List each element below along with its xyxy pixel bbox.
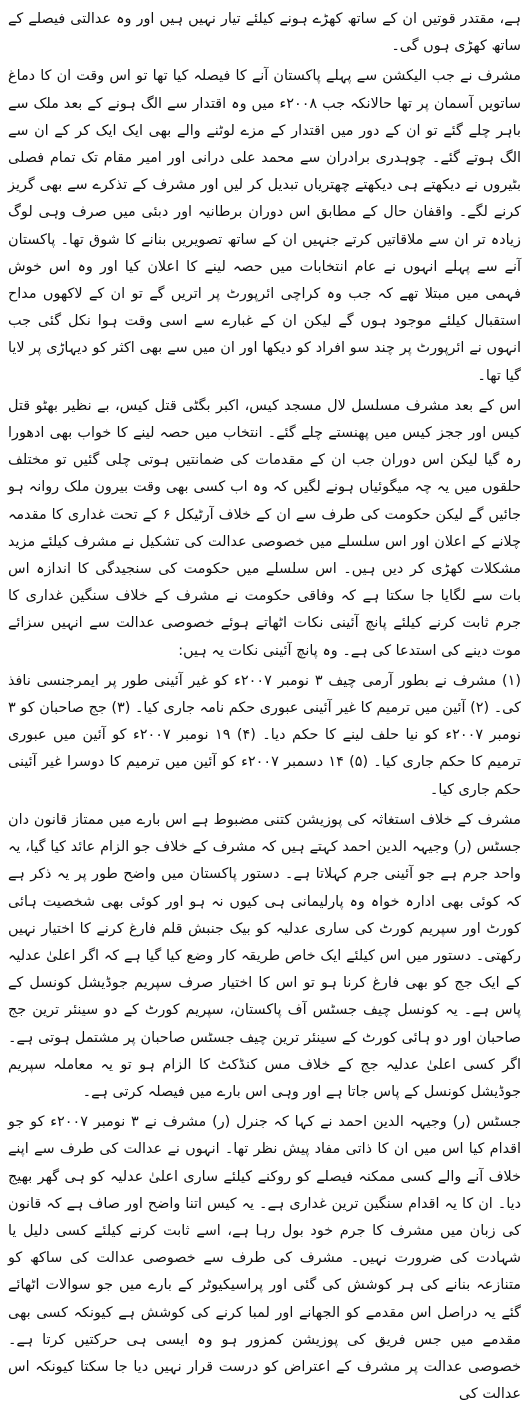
article-paragraph-5: مشرف کے خلاف استغاثہ کی پوزیشن کتنی مضبوط ہے اس بارے میں ممتاز قانون دان جسٹس (ر) وجیہہ الدین احمد کہتے ہیں کہ مشرف کے خلاف جو الزام عائد کیا گیا، یہ واحد جرم ہے جو آئینی جرم کہلاتا ہے۔ دستور پاکستان میں واضح طور پر یہ ذکر ہے کہ کوئی بھی ادارہ خواہ وہ پارلیمانی ہی کیوں نہ ہو اور کوئی بھی شخصیت ہائی کورٹ اور سپریم کورٹ کی ساری عدلیہ کو بیک جنبش قلم فارغ کرنے کا اختیار نہیں رکھتی۔ دستور میں اس کیلئے ایک خاص طریقہ کار وضع کیا گیا ہے کہ اگر اعلیٰ عدلیہ کے ایک جج کو بھی فارغ کرنا ہو تو اس کا اختیار صرف سپریم جوڈیشل کونسل کے پاس ہے۔ یہ کونسل چیف جسٹس آف پاکستان، سپریم کورٹ کے دو سینئر ترین جج صاحبان اور دو ہائی کورٹ کے سینئر ترین چیف جسٹس صاحبان پر مشتمل ہوتی ہے۔ اگر کسی اعلیٰ عدلیہ جج کے خلاف مس کنڈکٹ کا الزام ہو تو یہ معاملہ سپریم جوڈیشل کونسل کے پاس جاتا ہے اور وہی اس بارے میں فیصلہ کرتی ہے۔ bbox=[8, 811, 521, 1100]
article-paragraph-1: ہے، مقتدر قوتیں ان کے ساتھ کھڑے ہونے کیلئے تیار نہیں ہیں اور وہ عدالتی فیصلے کے ساتھ کھڑی ہوں گی۔ bbox=[8, 11, 521, 55]
article-paragraph-2: مشرف نے جب الیکشن سے پہلے پاکستان آنے کا فیصلہ کیا تھا تو اس وقت ان کا دماغ ساتویں آسمان پر تھا حالانکہ جب ۲۰۰۸ء میں وہ اقتدار سے الگ ہونے کے بعد ملک سے باہر چلے گئے تو ان کے دور میں اقتدار کے مزے لوٹنے والے بھی ایک ایک کر کے ان سے الگ ہوتے گئے۔ چوہدری برادران سے محمد علی درانی اور امیر مقام تک تمام فصلی بٹیروں نے دیکھتے ہی دیکھتے چھتریاں تبدیل کر لیں اور مشرف کے تذکرے سے بھی گریز کرنے لگے۔ واقفان حال کے مطابق اس دوران برطانیہ اور دبئی میں صرف وہی لوگ زیادہ تر ان سے ملاقاتیں کرتے جنہیں ان کے ساتھ تصویریں بنانے کا شوق تھا۔ پاکستان آنے سے پہلے انہوں نے عام انتخابات میں حصہ لینے کا اعلان کیا اور وہ اس خوش فہمی میں مبتلا تھے کہ جب وہ کراچی ائرپورٹ پر اتریں گے تو ان کے لاکھوں مداح استقبال کیلئے موجود ہوں گے لیکن ان کے غبارے سے اسی وقت ہوا نکل گئی جب انہوں نے ائرپورٹ پر چند سو افراد کو دیکھا اور ان میں سے بھی اکثر کو دیہاڑی پر لایا گیا تھا۔ bbox=[8, 68, 521, 384]
article-paragraph-4: (۱) مشرف نے بطور آرمی چیف ۳ نومبر ۲۰۰۷ء کو غیر آئینی طور پر ایمرجنسی نافذ کی۔ (۲) آئین میں ترمیم کا غیر آئینی عبوری حکم نامہ جاری کیا۔ (۳) جج صاحبان کو ۳ نومبر ۲۰۰۷ء کو نیا حلف لینے کا حکم دیا۔ (۴) ۱۹ نومبر ۲۰۰۷ء کو آئین میں عبوری ترمیم کا حکم جاری کیا۔ (۵) ۱۴ دسمبر ۲۰۰۷ء کو آئین میں ترمیم کا دوسرا غیر آئینی حکم جاری کیا۔ bbox=[8, 672, 521, 798]
article-paragraph-3: اس کے بعد مشرف مسلسل لال مسجد کیس، اکبر بگٹی قتل کیس، بے نظیر بھٹو قتل کیس اور ججز کیس میں پھنستے چلے گئے۔ انتخاب میں حصہ لینے کا خواب بھی ادھورا رہ گیا لیکن اس دوران جب ان کے مقدمات کی ضمانتیں ہوتی چلی گئیں تو مختلف حلقوں میں یہ چہ میگوئیاں ہونے لگیں کہ وہ اب کسی بھی وقت بیرون ملک روانہ ہو جائیں گے لیکن حکومت کی طرف سے ان کے خلاف آرٹیکل ۶ کے تحت غداری کا مقدمہ چلانے کے اعلان اور اس سلسلے میں خصوصی عدالت کی تشکیل نے مشرف کیلئے مزید مشکلات کھڑی کر دیں ہیں۔ اس سلسلے میں حکومت کی سنجیدگی کا اندازہ اس بات سے لگایا جا سکتا ہے کہ وفاقی حکومت نے مشرف کے خلاف سنگین غداری کا جرم ثابت کرنے کیلئے پانچ آئینی نکات اٹھاتے ہوئے خصوصی عدالت سے انہیں سزائے موت دینے کی استدعا کی ہے۔ وہ پانچ آئینی نکات یہ ہیں: bbox=[8, 397, 521, 659]
article-paragraph-6: جسٹس (ر) وجیہہ الدین احمد نے کہا کہ جنرل (ر) مشرف نے ۳ نومبر ۲۰۰۷ء کو جو اقدام کیا اس میں ان کا ذاتی مفاد پیش نظر تھا۔ انہوں نے عدالت کی طرف سے اپنے خلاف آنے والے کسی ممکنہ فیصلے کو روکنے کیلئے ساری اعلیٰ عدلیہ کو ہی گھر بھیج دیا۔ ان کا یہ اقدام سنگین ترین غداری ہے۔ یہ کیس اتنا واضح اور صاف ہے کہ قانون کی زبان میں مشرف کا جرم خود بول رہا ہے، اسے ثابت کرنے کیلئے کسی دلیل یا شہادت کی ضرورت نہیں۔ مشرف کی طرف سے خصوصی عدالت کی ساکھ کو متنازعہ بنانے کی ہر کوشش کی گئی اور پراسیکیوٹر کے بارے میں جو سوالات اٹھائے گئے یہ دراصل اس مقدمے کو الجھانے اور لمبا کرنے کی کوشش ہے کیونکہ کسی بھی مقدمے میں جس فریق کی پوزیشن کمزور ہو وہ ایسی ہی حرکتیں کرتا ہے۔ خصوصی عدالت پر مشرف کے اعتراض کو درست قرار نہیں دیا جا سکتا کیونکہ اس عدالت کی bbox=[8, 1114, 521, 1403]
